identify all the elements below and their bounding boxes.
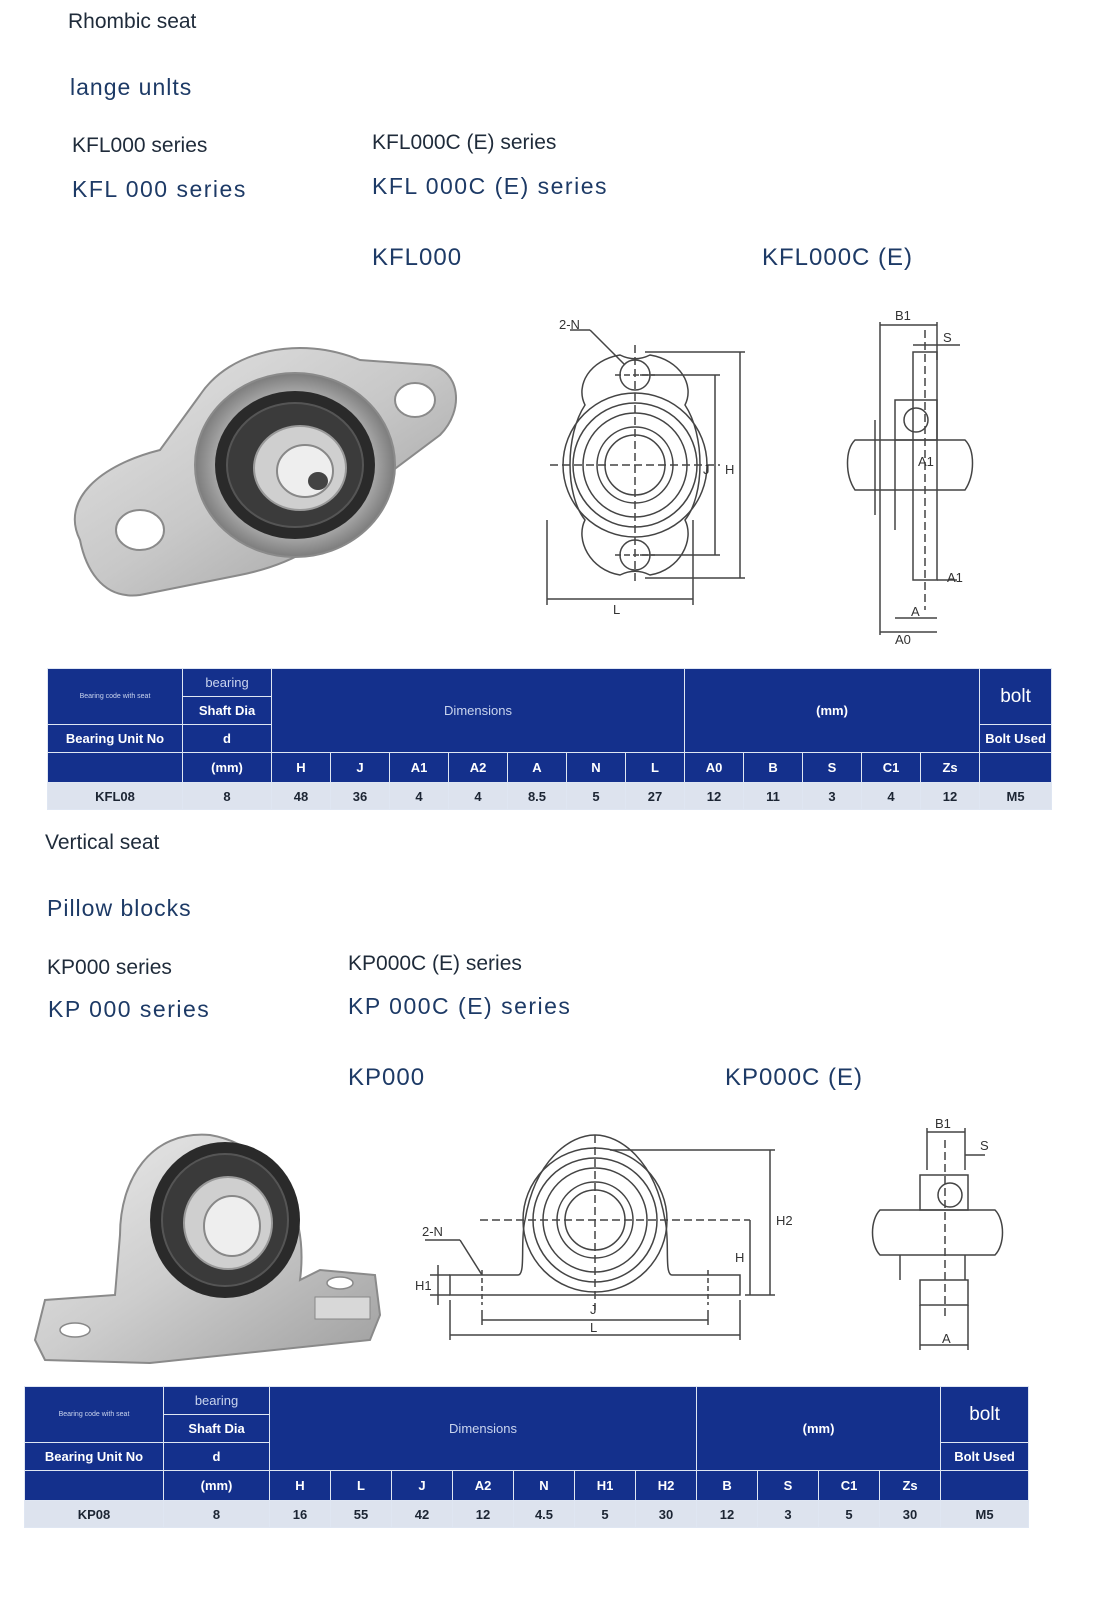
kfl-cell-n: 5 bbox=[567, 783, 626, 810]
table-row bbox=[48, 783, 1052, 810]
kp-cell-l: 55 bbox=[331, 1501, 392, 1528]
section1-series-right-big: KFL 000C (E) series bbox=[372, 173, 608, 199]
kfl-header-tiny: Bearing code with seat bbox=[48, 669, 183, 725]
kfl-col-a0: A0 bbox=[685, 753, 744, 783]
kp-side-drawing bbox=[865, 1110, 1010, 1350]
kfl-cell-j: 36 bbox=[331, 783, 390, 810]
kfl-header-blank bbox=[48, 753, 183, 783]
kfl-col-a1: A1 bbox=[390, 753, 449, 783]
kp-label-h: H bbox=[735, 1250, 745, 1265]
kfl-label-a1-top: A1 bbox=[918, 454, 934, 469]
kp-cell-h1: 5 bbox=[575, 1501, 636, 1528]
kp-cell-s: 3 bbox=[758, 1501, 819, 1528]
kfl-col-s: S bbox=[803, 753, 862, 783]
kfl-header-d: d bbox=[183, 725, 272, 753]
kp-col-l: L bbox=[331, 1471, 392, 1501]
kp-cell-h: 16 bbox=[270, 1501, 331, 1528]
kp-header-bolt-used: Bolt Used bbox=[941, 1443, 1029, 1471]
kfl-label-h: H bbox=[725, 462, 735, 477]
kfl-label-l: L bbox=[613, 602, 621, 615]
kfl-col-c1: C1 bbox=[862, 753, 921, 783]
section1-series-left-big: KFL 000 series bbox=[72, 176, 247, 202]
kfl-flange-unit-image bbox=[60, 325, 470, 610]
section2-series-left-small: KP000 series bbox=[47, 956, 172, 979]
section1-subtitle: lange unlts bbox=[70, 74, 193, 100]
section1-series-right-small: KFL000C (E) series bbox=[372, 131, 557, 154]
kfl-cell-a0: 12 bbox=[685, 783, 744, 810]
kfl-header-dimensions-unit: (mm) bbox=[685, 669, 980, 753]
kfl-cell-a: 8.5 bbox=[508, 783, 567, 810]
kp-cell-bolt: M5 bbox=[941, 1501, 1029, 1528]
kp-cell-b: 12 bbox=[697, 1501, 758, 1528]
section1-title: Rhombic seat bbox=[68, 10, 197, 33]
kp-col-j: J bbox=[392, 1471, 453, 1501]
kp-spec-table bbox=[24, 1386, 1029, 1528]
kfl-col-n: N bbox=[567, 753, 626, 783]
kfl-label-a0: A0 bbox=[895, 632, 911, 647]
kfl-cell-s: 3 bbox=[803, 783, 862, 810]
kp-header-bolt: bolt bbox=[941, 1387, 1029, 1443]
kp-cell-c1: 5 bbox=[819, 1501, 880, 1528]
kfl-cell-h: 48 bbox=[272, 783, 331, 810]
kp-cell-a2: 12 bbox=[453, 1501, 514, 1528]
kp-header-blank bbox=[25, 1471, 164, 1501]
kfl-col-l: L bbox=[626, 753, 685, 783]
kfl-label-j: J bbox=[703, 462, 710, 477]
kfl-col-a: A bbox=[508, 753, 567, 783]
kp-cell-zs: 30 bbox=[880, 1501, 941, 1528]
kp-front-drawing bbox=[410, 1130, 810, 1340]
section2-series-right-big: KP 000C (E) series bbox=[348, 993, 572, 1019]
kp-cell-n: 4.5 bbox=[514, 1501, 575, 1528]
kp-col-h: H bbox=[270, 1471, 331, 1501]
section2-model-right: KP000C (E) bbox=[725, 1064, 864, 1091]
kfl-header-dimensions: Dimensions bbox=[272, 669, 685, 753]
section2-series-left-big: KP 000 series bbox=[48, 996, 211, 1022]
kp-label-n: 2-N bbox=[422, 1224, 443, 1239]
kfl-spec-table bbox=[47, 668, 1052, 810]
kfl-cell-l: 27 bbox=[626, 783, 685, 810]
section1-model-left: KFL000 bbox=[372, 244, 463, 271]
kp-col-h2: H2 bbox=[636, 1471, 697, 1501]
kp-label-j: J bbox=[590, 1302, 597, 1317]
kfl-col-b: B bbox=[744, 753, 803, 783]
kp-label-h1: H1 bbox=[415, 1278, 432, 1293]
kp-cell-d: 8 bbox=[164, 1501, 270, 1528]
kp-col-a2: A2 bbox=[453, 1471, 514, 1501]
kp-header-tiny: Bearing code with seat bbox=[25, 1387, 164, 1443]
section2-series-right-small: KP000C (E) series bbox=[348, 952, 522, 975]
kfl-cell-d: 8 bbox=[183, 783, 272, 810]
kp-header-bearing: bearing bbox=[164, 1387, 270, 1415]
section2-subtitle: Pillow blocks bbox=[47, 895, 192, 921]
kfl-header-bolt: bolt bbox=[980, 669, 1052, 725]
kp-header-dimensions-unit: (mm) bbox=[697, 1387, 941, 1471]
kp-header-mm: (mm) bbox=[164, 1471, 270, 1501]
kfl-header-unit: Bearing Unit No bbox=[48, 725, 183, 753]
kp-label-a: A bbox=[942, 1331, 951, 1346]
kp-col-s: S bbox=[758, 1471, 819, 1501]
kp-col-b: B bbox=[697, 1471, 758, 1501]
kfl-label-a: A bbox=[911, 604, 920, 619]
kfl-header-bearing: bearing bbox=[183, 669, 272, 697]
kfl-col-h: H bbox=[272, 753, 331, 783]
kp-col-n: N bbox=[514, 1471, 575, 1501]
kp-header-dimensions: Dimensions bbox=[270, 1387, 697, 1471]
kp-header-shaft: Shaft Dia bbox=[164, 1415, 270, 1443]
kp-cell-j: 42 bbox=[392, 1501, 453, 1528]
kp-col-zs: Zs bbox=[880, 1471, 941, 1501]
kp-cell-unit: KP08 bbox=[25, 1501, 164, 1528]
kfl-cell-zs: 12 bbox=[921, 783, 980, 810]
kp-pillow-block-image bbox=[30, 1125, 390, 1365]
kp-header-blank-2 bbox=[941, 1471, 1029, 1501]
kfl-header-bolt-used: Bolt Used bbox=[980, 725, 1052, 753]
kfl-header-blank-2 bbox=[980, 753, 1052, 783]
kfl-cell-b: 11 bbox=[744, 783, 803, 810]
kp-col-c1: C1 bbox=[819, 1471, 880, 1501]
kp-cell-h2: 30 bbox=[636, 1501, 697, 1528]
kfl-header-mm: (mm) bbox=[183, 753, 272, 783]
kfl-label-b1: B1 bbox=[895, 308, 911, 323]
kfl-cell-a1: 4 bbox=[390, 783, 449, 810]
kfl-col-j: J bbox=[331, 753, 390, 783]
section1-model-right: KFL000C (E) bbox=[762, 244, 914, 271]
table-row bbox=[25, 1501, 1029, 1528]
kfl-side-drawing bbox=[845, 300, 985, 650]
kp-label-h2: H2 bbox=[776, 1213, 793, 1228]
kp-label-s: S bbox=[980, 1138, 989, 1153]
kfl-front-drawing bbox=[535, 305, 760, 615]
kfl-label-s: S bbox=[943, 330, 952, 345]
kfl-cell-bolt: M5 bbox=[980, 783, 1052, 810]
kfl-label-n: 2-N bbox=[559, 317, 580, 332]
kp-col-h1: H1 bbox=[575, 1471, 636, 1501]
kfl-label-a1-bottom: A1 bbox=[947, 570, 963, 585]
section1-series-left-small: KFL000 series bbox=[72, 134, 208, 157]
kfl-cell-c1: 4 bbox=[862, 783, 921, 810]
kp-header-d: d bbox=[164, 1443, 270, 1471]
kfl-col-a2: A2 bbox=[449, 753, 508, 783]
kp-header-unit: Bearing Unit No bbox=[25, 1443, 164, 1471]
kfl-cell-a2: 4 bbox=[449, 783, 508, 810]
kfl-col-zs: Zs bbox=[921, 753, 980, 783]
kp-label-b1: B1 bbox=[935, 1116, 951, 1131]
kp-label-l: L bbox=[590, 1320, 598, 1335]
kfl-cell-unit: KFL08 bbox=[48, 783, 183, 810]
section2-model-left: KP000 bbox=[348, 1064, 426, 1091]
section2-title: Vertical seat bbox=[45, 831, 160, 854]
kfl-header-shaft: Shaft Dia bbox=[183, 697, 272, 725]
